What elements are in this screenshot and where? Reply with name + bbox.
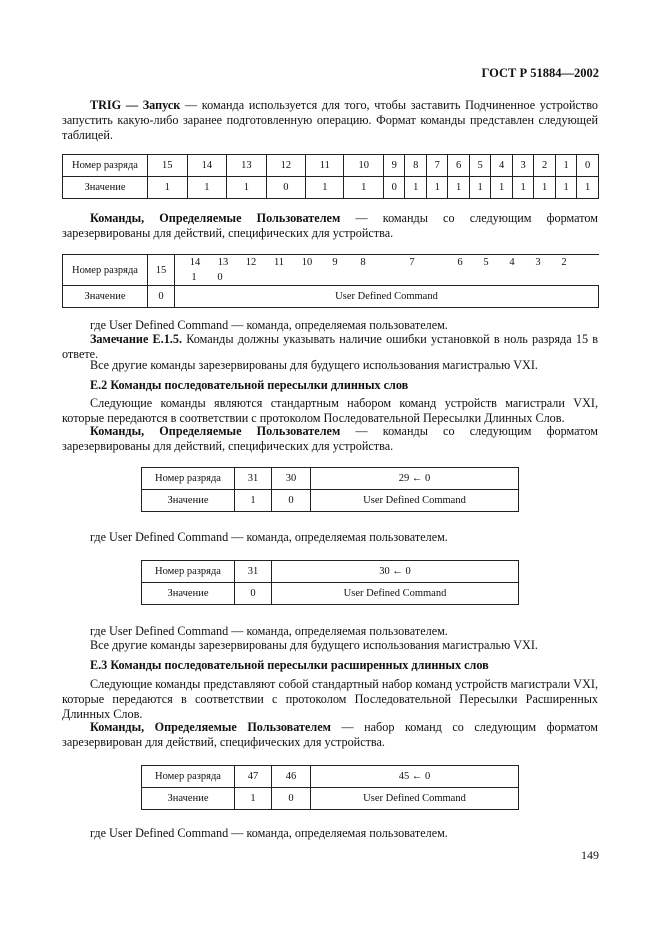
value-cell: 0: [235, 583, 272, 605]
bit-range-cell: 45 ← 0: [311, 766, 519, 788]
value-label: Значение: [142, 583, 235, 605]
bit-number-label: Номер разряда: [142, 766, 235, 788]
command-cell: User Defined Command: [175, 286, 599, 308]
section-heading-e2: Е.2 Команды последовательной пересылки длинных слов: [90, 378, 409, 392]
value-cell: 1: [235, 490, 272, 512]
bit-label: 8: [360, 257, 366, 268]
bit-cell: 30: [272, 468, 311, 490]
value-cell: 1: [448, 177, 469, 199]
value-cell: 1: [235, 788, 272, 810]
value-cell: 1: [306, 177, 344, 199]
bit-range-cell: 30 ← 0: [272, 561, 519, 583]
bit-range-cell: [175, 255, 599, 286]
e2-paragraph: Следующие команды являются стандартным набором команд устройств магистрали VXI, которые передаются в соответствии с протоколом Последовательной Пересылки Длинных Слов.: [62, 396, 598, 425]
standard-header: ГОСТ Р 51884—2002: [481, 66, 599, 80]
where-line-1: где User Defined Command — команда, определяемая пользователем.: [90, 318, 448, 332]
table-row: [63, 155, 599, 177]
bit-label: 9: [332, 257, 338, 268]
trig-format-table: [62, 154, 599, 199]
udc-term: Команды, Определяемые Пользователем: [90, 211, 341, 225]
bit-cell: 3: [512, 155, 533, 177]
table-row: [142, 583, 519, 605]
udc-text: — команды со следующим форматом зарезервированы для действий, специфических для устройства.: [62, 211, 598, 240]
trig-text: — команда используется для того, чтобы заставить Подчиненное устройство запустить какую-либо заранее подготовленную операцию. Формат команды представлен следующей таблицей.: [62, 98, 598, 142]
page-number: 149: [581, 848, 599, 862]
reserved-line-1: Все другие команды зарезервированы для будущего использования магистралью VXI.: [90, 358, 538, 372]
udc-16bit-table: [62, 254, 599, 308]
udc-48bit-table: [141, 765, 519, 810]
bit-label: 12: [245, 257, 257, 268]
bit-label: 6: [457, 257, 463, 268]
bit-number-label: Номер разряда: [63, 155, 148, 177]
e3-paragraph: Следующие команды представляют собой стандартный набор команд устройств магистрали VXI, которые передаются в соответствии с протоколом Последовательной Пересылки Расширенных Длинных Слов.: [62, 677, 598, 721]
where-line-2: где User Defined Command — команда, определяемая пользователем.: [90, 530, 448, 544]
bit-cell: 2: [534, 155, 555, 177]
bit-label: 3: [535, 257, 541, 268]
bit-label: 14: [189, 257, 201, 268]
value-cell: 1: [227, 177, 267, 199]
udc-term: Команды, Определяемые Пользователем: [90, 720, 331, 734]
value-cell: 1: [405, 177, 426, 199]
bit-cell: 5: [469, 155, 490, 177]
bit-cell: 7: [426, 155, 447, 177]
table-row: [142, 766, 519, 788]
value-cell: 1: [491, 177, 512, 199]
bit-cell: 46: [272, 766, 311, 788]
udc-32bit-table-a: [141, 467, 519, 512]
udc-paragraph-2: [62, 424, 598, 454]
bit-cell: 31: [235, 561, 272, 583]
table-row: [142, 788, 519, 810]
bit-label: 4: [509, 257, 515, 268]
bit-cell: 8: [405, 155, 426, 177]
value-cell: 1: [344, 177, 384, 199]
value-label: Значение: [63, 286, 148, 308]
value-cell: 0: [266, 177, 306, 199]
bit-cell: 47: [235, 766, 272, 788]
bit-range-cell: 29 ← 0: [311, 468, 519, 490]
bit-label: 1: [191, 272, 197, 283]
bit-label: 2: [561, 257, 567, 268]
note-text: Команды должны указывать наличие ошибки установкой в ноль разряда 15 в ответе.: [62, 332, 598, 361]
udc-32bit-table-b: [141, 560, 519, 605]
bit-cell: 10: [344, 155, 384, 177]
value-cell: 0: [272, 490, 311, 512]
value-cell: 1: [512, 177, 533, 199]
bit-label: 11: [273, 257, 285, 268]
table-row: [63, 255, 599, 286]
bit-cell: 15: [148, 255, 175, 286]
command-cell: User Defined Command: [272, 583, 519, 605]
bit-label: 0: [217, 272, 223, 283]
bit-cell: 11: [306, 155, 344, 177]
udc-text: — команды со следующим форматом зарезервированы для действий, специфических для устройства.: [62, 424, 598, 453]
trig-term: TRIG — Запуск: [90, 98, 181, 112]
value-cell: 0: [383, 177, 404, 199]
command-cell: User Defined Command: [311, 490, 519, 512]
table-row: [63, 177, 599, 199]
note-label: Замечание Е.1.5.: [90, 332, 182, 346]
value-cell: 1: [555, 177, 576, 199]
value-cell: 1: [187, 177, 227, 199]
value-cell: 0: [148, 286, 175, 308]
bit-number-label: Номер разряда: [63, 255, 148, 286]
where-line-3: где User Defined Command — команда, определяемая пользователем.: [90, 624, 448, 638]
bit-cell: 15: [148, 155, 188, 177]
where-line-4: где User Defined Command — команда, определяемая пользователем.: [90, 826, 448, 840]
value-cell: 1: [577, 177, 599, 199]
bit-label: 10: [301, 257, 313, 268]
table-row: [142, 561, 519, 583]
bit-cell: 13: [227, 155, 267, 177]
bit-label: 7: [409, 257, 415, 268]
udc-text: — набор команд со следующим форматом зарезервирован для действий, специфических для устройства.: [62, 720, 598, 749]
bit-label: 5: [483, 257, 489, 268]
value-cell: 1: [469, 177, 490, 199]
command-cell: User Defined Command: [311, 788, 519, 810]
value-label: Значение: [142, 788, 235, 810]
table-row: [142, 468, 519, 490]
value-cell: 0: [272, 788, 311, 810]
table-row: [142, 490, 519, 512]
value-cell: 1: [534, 177, 555, 199]
bit-cell: 4: [491, 155, 512, 177]
bit-cell: 0: [577, 155, 599, 177]
bit-number-label: Номер разряда: [142, 561, 235, 583]
bit-label: 13: [217, 257, 229, 268]
table-row: [63, 286, 599, 308]
bit-number-label: Номер разряда: [142, 468, 235, 490]
bit-cell: 31: [235, 468, 272, 490]
bit-cell: 9: [383, 155, 404, 177]
bit-cell: 14: [187, 155, 227, 177]
bit-cell: 6: [448, 155, 469, 177]
value-cell: 1: [148, 177, 188, 199]
bit-cell: 12: [266, 155, 306, 177]
bit-cell: 1: [555, 155, 576, 177]
value-label: Значение: [63, 177, 148, 199]
section-heading-e3: Е.3 Команды последовательной пересылки расширенных длинных слов: [90, 658, 489, 672]
udc-term: Команды, Определяемые Пользователем: [90, 424, 341, 438]
udc-paragraph-3: [62, 720, 598, 750]
trig-paragraph: [62, 98, 598, 143]
value-cell: 1: [426, 177, 447, 199]
udc-paragraph-1: [62, 211, 598, 241]
value-label: Значение: [142, 490, 235, 512]
reserved-line-2: Все другие команды зарезервированы для будущего использования магистралью VXI.: [90, 638, 538, 652]
